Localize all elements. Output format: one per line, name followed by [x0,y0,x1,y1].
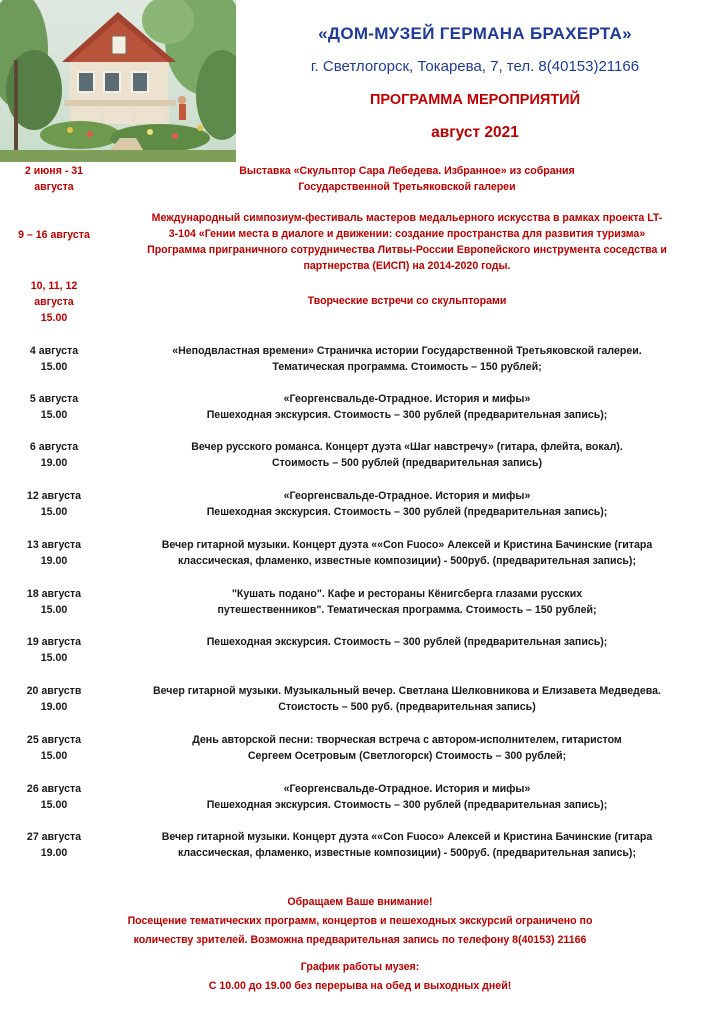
event-description: Вечер гитарной музыки. Концерт дуэта ««Con Fuoco» Алексей и Кристина Бачинские (гитара классическая, фламенко, известные композиции) - 500руб. (предварительная запись); [161,539,653,567]
event-description: «Георгенсвальде-Отрадное. История и мифы» Пешеходная экскурсия. Стоимость – 300 рублей (предварительная запись); [206,490,608,518]
program-heading: ПРОГРАММА МЕРОПРИЯТИЙ [369,92,581,108]
event-date: 20 августв 19.00 [26,685,82,713]
event-description: Вечер гитарной музыки. Музыкальный вечер. Светлана Шелковникова и Елизавета Медведева. Стоистость – 500 руб. (предварительная запись) [153,685,661,713]
event-date: 19 августа 15.00 [26,636,82,664]
event-description: Вечер русского романса. Концерт дуэта «Шаг навстречу» (гитара, флейта, вокал). Стоимость – 500 рублей (предварительная запись) [191,441,623,469]
event-date: 2 июня - 31 августа [24,165,84,193]
event-date: 5 августа 15.00 [29,393,79,421]
event-date: 9 – 16 августа [18,229,90,241]
event-date: 26 августа 15.00 [26,783,82,811]
event-description: Пешеходная экскурсия. Стоимость – 300 рублей (предварительная запись); [206,636,608,648]
event-description: Международный симпозиум-фестиваль мастеров медальерного искусства в рамках проекта LT- 3-104 «Гении места в диалоге и движении: создание пространства для развития туризма» Программа приграничного сотрудничества Литвы-России Европейского инструмента соседства и партнерства (ЕИСП) на 2014-2020 годы. [147,212,667,272]
event-date: 4 августа 15.00 [29,345,79,373]
event-description: День авторской песни: творческая встреча с автором-исполнителем, гитаристом Сергеем Осетровым (Светлогорск) Стоимость – 300 рублей; [192,734,622,762]
event-date: 18 августа 15.00 [26,588,82,616]
event-description: «Георгенсвальде-Отрадное. История и мифы» Пешеходная экскурсия. Стоимость – 300 рублей (предварительная запись); [206,783,608,811]
event-date: 27 августа 19.00 [26,831,82,859]
event-description: "Кушать подано". Кафе и рестораны Кёнигсберга глазами русских путешественников". Тематическая программа. Стоимость – 150 рублей; [217,588,597,616]
museum-address: г. Светлогорск, Токарева, 7, тел. 8(40153)21166 [310,58,640,75]
event-description: Выставка «Скульптор Сара Лебедева. Избранное» из собрания Государственной Третьяковской галереи [239,165,575,193]
museum-title: «ДОМ-МУЗЕЙ ГЕРМАНА БРАХЕРТА» [318,24,632,43]
event-description: Творческие встречи со скульпторами [307,295,507,307]
event-description: Вечер гитарной музыки. Концерт дуэта ««Con Fuoco» Алексей и Кристина Бачинские (гитара классическая, фламенко, известные композиции) - 500руб. (предварительная запись); [161,831,653,859]
working-hours-notice: График работы музея: С 10.00 до 19.00 без перерыва на обед и выходных дней! [208,961,512,992]
event-date: 13 августа 19.00 [26,539,82,567]
event-date: 10, 11, 12 августа 15.00 [30,280,78,324]
event-description: «Неподвластная времени» Страничка истории Государственной Третьяковской галереи. Тематическая программа. Стоимость – 150 рублей; [172,345,642,373]
attention-notice: Обращаем Ваше внимание! Посещение тематических программ, концертов и пешеходных экскурсий ограничено по количеству зрителей. Возможна предварительная запись по телефону 8(40153) 21166 [127,896,593,946]
event-date: 25 августа 15.00 [26,734,82,762]
event-date: 6 августа 19.00 [29,441,79,469]
event-date: 12 августа 15.00 [26,490,82,518]
house-painting [0,0,236,162]
program-month: август 2021 [431,124,519,141]
event-description: «Георгенсвальде-Отрадное. История и мифы» Пешеходная экскурсия. Стоимость – 300 рублей (предварительная запись); [206,393,608,421]
